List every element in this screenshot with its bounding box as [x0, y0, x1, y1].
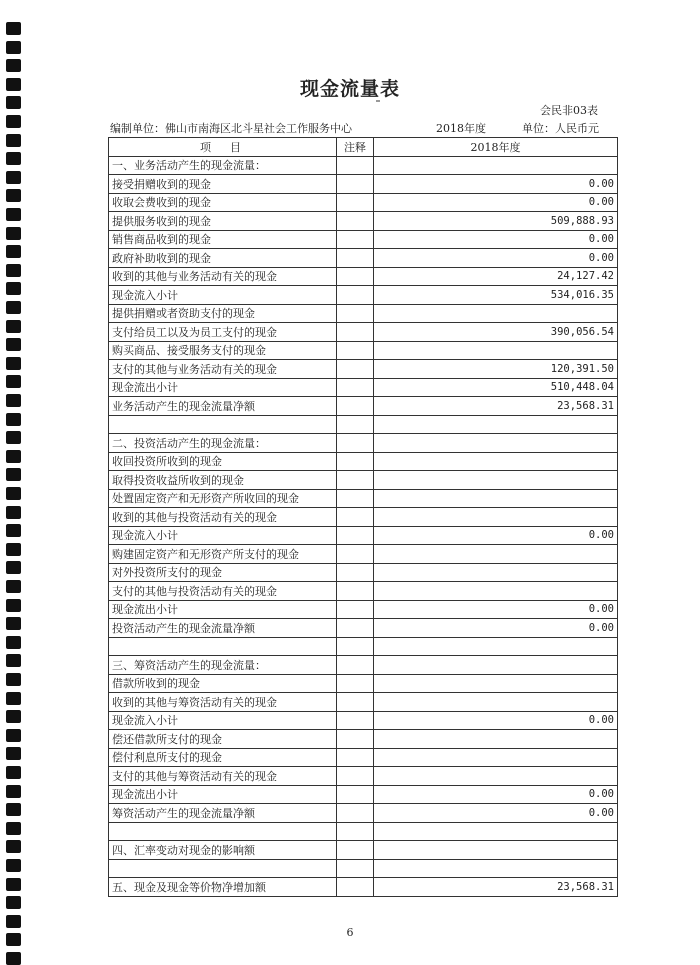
binding-hole: [6, 896, 21, 909]
binding-hole: [6, 561, 21, 574]
table-row: [109, 434, 618, 453]
row-note: [337, 730, 374, 749]
row-amount: [374, 545, 618, 564]
row-amount: [374, 304, 618, 323]
row-note: [337, 804, 374, 823]
row-amount: 0.00: [374, 711, 618, 730]
row-label: 收到的其他与投资活动有关的现金: [109, 508, 337, 527]
row-label: 现金流入小计: [109, 711, 337, 730]
currency-unit: 单位：人民币元: [522, 122, 599, 135]
binding-hole: [6, 673, 21, 686]
row-note: [337, 193, 374, 212]
row-label: [109, 859, 337, 878]
row-note: [337, 674, 374, 693]
row-note: [337, 526, 374, 545]
row-note: [337, 508, 374, 527]
row-label: 对外投资所支付的现金: [109, 563, 337, 582]
row-note: [337, 304, 374, 323]
table-row: [109, 711, 618, 730]
row-label: 取得投资收益所收到的现金: [109, 471, 337, 490]
row-amount: [374, 841, 618, 860]
binding-hole: [6, 22, 21, 35]
row-note: [337, 656, 374, 675]
binding-hole: [6, 152, 21, 165]
table-row: [109, 397, 618, 416]
table-row: [109, 804, 618, 823]
row-label: 现金流入小计: [109, 286, 337, 305]
binding-hole: [6, 729, 21, 742]
page-title: 现金流量表: [299, 78, 400, 100]
row-label: [109, 822, 337, 841]
table-row: [109, 730, 618, 749]
row-amount: 0.00: [374, 230, 618, 249]
row-note: [337, 175, 374, 194]
table-row: [109, 193, 618, 212]
binding-hole: [6, 189, 21, 202]
row-amount: 534,016.35: [374, 286, 618, 305]
table-row: [109, 822, 618, 841]
row-amount: 0.00: [374, 785, 618, 804]
binding-hole: [6, 617, 21, 630]
binding-hole: [6, 506, 21, 519]
row-label: 支付给员工以及为员工支付的现金: [109, 323, 337, 342]
table-row: [109, 785, 618, 804]
row-amount: 120,391.50: [374, 360, 618, 379]
row-amount: 0.00: [374, 600, 618, 619]
table-row: [109, 341, 618, 360]
row-amount: 23,568.31: [374, 878, 618, 897]
row-amount: [374, 156, 618, 175]
table-row: [109, 378, 618, 397]
row-amount: [374, 415, 618, 434]
row-amount: [374, 471, 618, 490]
row-label: [109, 637, 337, 656]
binding-hole: [6, 840, 21, 853]
row-amount: [374, 341, 618, 360]
table-row: [109, 212, 618, 231]
row-label: 借款所收到的现金: [109, 674, 337, 693]
row-label: 政府补助收到的现金: [109, 249, 337, 268]
binding-hole: [6, 710, 21, 723]
row-label: 五、现金及现金等价物净增加额: [109, 878, 337, 897]
binding-hole: [6, 487, 21, 500]
table-row: [109, 878, 618, 897]
binding-hole: [6, 785, 21, 798]
row-label: 收回投资所收到的现金: [109, 452, 337, 471]
row-label: 四、汇率变动对现金的影响额: [109, 841, 337, 860]
row-note: [337, 545, 374, 564]
binding-hole: [6, 468, 21, 481]
row-label: 提供服务收到的现金: [109, 212, 337, 231]
row-amount: [374, 767, 618, 786]
table-row: [109, 230, 618, 249]
row-note: [337, 878, 374, 897]
table-row: [109, 452, 618, 471]
row-amount: [374, 859, 618, 878]
row-label: 现金流入小计: [109, 526, 337, 545]
table-row: [109, 637, 618, 656]
binding-hole: [6, 59, 21, 72]
binding-hole: [6, 822, 21, 835]
row-label: 收取会费收到的现金: [109, 193, 337, 212]
row-label: 筹资活动产生的现金流量净额: [109, 804, 337, 823]
row-amount: 24,127.42: [374, 267, 618, 286]
binding-hole: [6, 394, 21, 407]
binding-hole: [6, 208, 21, 221]
table-row: [109, 582, 618, 601]
row-note: [337, 785, 374, 804]
row-note: [337, 693, 374, 712]
binding-hole: [6, 599, 21, 612]
row-note: [337, 267, 374, 286]
row-amount: [374, 730, 618, 749]
row-note: [337, 563, 374, 582]
binding-hole: [6, 859, 21, 872]
binding-hole: [6, 543, 21, 556]
row-amount: [374, 674, 618, 693]
row-note: [337, 286, 374, 305]
binding-hole: [6, 282, 21, 295]
binding-hole: [6, 878, 21, 891]
row-amount: 0.00: [374, 526, 618, 545]
binding-hole: [6, 431, 21, 444]
binding-hole: [6, 171, 21, 184]
row-note: [337, 415, 374, 434]
table-header-row: [109, 138, 618, 157]
scan-mark: [376, 100, 380, 102]
table-row: [109, 471, 618, 490]
row-amount: 0.00: [374, 804, 618, 823]
binding-hole: [6, 692, 21, 705]
table-row: [109, 249, 618, 268]
row-note: [337, 230, 374, 249]
table-row: [109, 859, 618, 878]
binding-hole: [6, 375, 21, 388]
row-note: [337, 212, 374, 231]
row-note: [337, 323, 374, 342]
row-label: 现金流出小计: [109, 785, 337, 804]
row-label: 处置固定资产和无形资产所收回的现金: [109, 489, 337, 508]
row-amount: 0.00: [374, 249, 618, 268]
binding-hole: [6, 41, 21, 54]
table-row: [109, 267, 618, 286]
table-row: [109, 286, 618, 305]
cash-flow-table: [108, 137, 618, 897]
page-number: 6: [346, 926, 354, 939]
table-row: [109, 748, 618, 767]
table-row: [109, 619, 618, 638]
row-label: 收到的其他与筹资活动有关的现金: [109, 693, 337, 712]
table-row: [109, 323, 618, 342]
table-row: [109, 508, 618, 527]
binding-hole: [6, 227, 21, 240]
table-row: [109, 304, 618, 323]
table-row: [109, 526, 618, 545]
binding-hole: [6, 747, 21, 760]
row-note: [337, 859, 374, 878]
row-amount: 23,568.31: [374, 397, 618, 416]
row-amount: [374, 637, 618, 656]
table-row: [109, 841, 618, 860]
row-label: 收到的其他与业务活动有关的现金: [109, 267, 337, 286]
row-note: [337, 156, 374, 175]
row-amount: [374, 563, 618, 582]
row-label: 销售商品收到的现金: [109, 230, 337, 249]
row-amount: 0.00: [374, 193, 618, 212]
header-note: 注释: [337, 138, 374, 157]
binding-hole: [6, 115, 21, 128]
row-label: 偿还借款所支付的现金: [109, 730, 337, 749]
row-amount: [374, 489, 618, 508]
row-amount: 509,888.93: [374, 212, 618, 231]
row-label: 购买商品、接受服务支付的现金: [109, 341, 337, 360]
row-amount: [374, 656, 618, 675]
row-note: [337, 434, 374, 453]
table-row: [109, 674, 618, 693]
row-amount: [374, 452, 618, 471]
binding-hole: [6, 450, 21, 463]
table-row: [109, 415, 618, 434]
row-note: [337, 471, 374, 490]
row-amount: 0.00: [374, 619, 618, 638]
row-label: 三、筹资活动产生的现金流量：: [109, 656, 337, 675]
row-label: 二、投资活动产生的现金流量：: [109, 434, 337, 453]
binding-hole: [6, 580, 21, 593]
binding-hole: [6, 952, 21, 965]
row-note: [337, 600, 374, 619]
table-row: [109, 600, 618, 619]
binding-hole: [6, 134, 21, 147]
row-note: [337, 748, 374, 767]
row-label: [109, 415, 337, 434]
row-note: [337, 360, 374, 379]
table-row: [109, 656, 618, 675]
report-year: 2018年度: [436, 122, 486, 135]
row-amount: [374, 434, 618, 453]
row-label: 现金流出小计: [109, 600, 337, 619]
row-label: 现金流出小计: [109, 378, 337, 397]
row-note: [337, 619, 374, 638]
binding-hole: [6, 803, 21, 816]
row-label: 提供捐赠或者资助支付的现金: [109, 304, 337, 323]
row-label: 支付的其他与筹资活动有关的现金: [109, 767, 337, 786]
header-item: 项 目: [109, 138, 337, 157]
row-label: 投资活动产生的现金流量净额: [109, 619, 337, 638]
row-amount: 0.00: [374, 175, 618, 194]
row-label: 接受捐赠收到的现金: [109, 175, 337, 194]
reporting-entity: 编制单位：佛山市南海区北斗星社会工作服务中心: [110, 122, 352, 135]
row-note: [337, 822, 374, 841]
row-note: [337, 397, 374, 416]
binding-hole: [6, 338, 21, 351]
binding-hole: [6, 301, 21, 314]
form-code: 会民非03表: [540, 104, 598, 117]
binding-hole: [6, 264, 21, 277]
header-amount: 2018年度: [374, 138, 618, 157]
row-amount: 390,056.54: [374, 323, 618, 342]
row-amount: 510,448.04: [374, 378, 618, 397]
table-row: [109, 693, 618, 712]
row-amount: [374, 582, 618, 601]
row-label: 支付的其他与业务活动有关的现金: [109, 360, 337, 379]
binding-hole: [6, 245, 21, 258]
table-row: [109, 563, 618, 582]
row-amount: [374, 822, 618, 841]
row-label: 支付的其他与投资活动有关的现金: [109, 582, 337, 601]
row-note: [337, 378, 374, 397]
row-note: [337, 582, 374, 601]
row-note: [337, 452, 374, 471]
row-amount: [374, 508, 618, 527]
row-note: [337, 489, 374, 508]
table-row: [109, 175, 618, 194]
row-label: 业务活动产生的现金流量净额: [109, 397, 337, 416]
table-row: [109, 767, 618, 786]
row-label: 一、业务活动产生的现金流量：: [109, 156, 337, 175]
row-note: [337, 341, 374, 360]
binding-hole: [6, 524, 21, 537]
table-row: [109, 489, 618, 508]
binding-hole: [6, 654, 21, 667]
binding-holes: [0, 0, 28, 963]
row-note: [337, 711, 374, 730]
row-amount: [374, 693, 618, 712]
row-note: [337, 637, 374, 656]
table-row: [109, 545, 618, 564]
row-label: 购建固定资产和无形资产所支付的现金: [109, 545, 337, 564]
table-row: [109, 156, 618, 175]
binding-hole: [6, 320, 21, 333]
row-amount: [374, 748, 618, 767]
row-note: [337, 841, 374, 860]
binding-hole: [6, 636, 21, 649]
row-note: [337, 767, 374, 786]
binding-hole: [6, 357, 21, 370]
binding-hole: [6, 766, 21, 779]
table-row: [109, 360, 618, 379]
table-body: [109, 156, 618, 896]
row-label: 偿付利息所支付的现金: [109, 748, 337, 767]
binding-hole: [6, 413, 21, 426]
row-note: [337, 249, 374, 268]
